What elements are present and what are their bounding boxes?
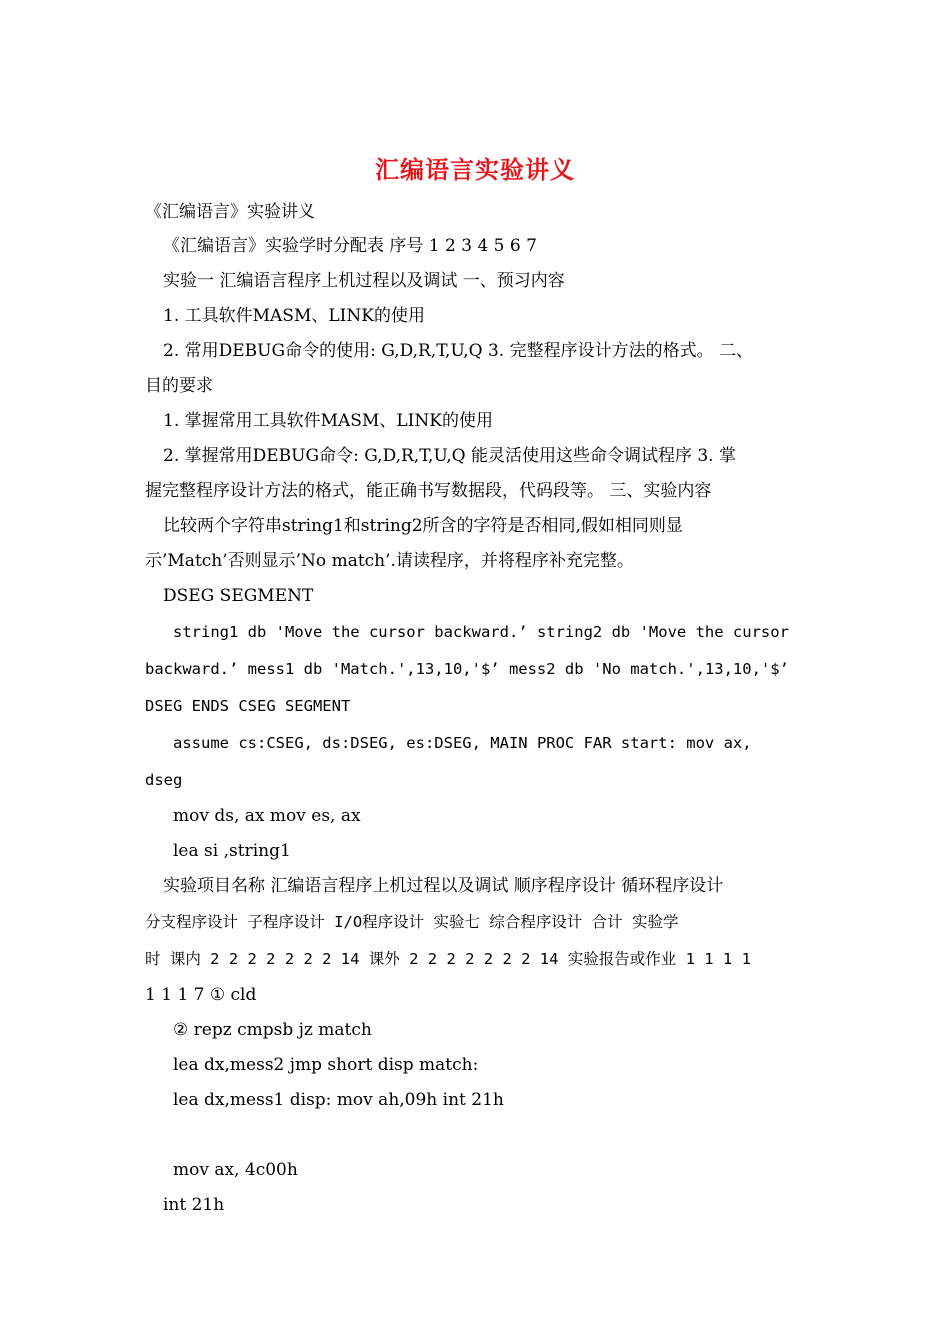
code-line: mov ds, ax mov es, ax bbox=[173, 806, 361, 826]
text-line: 实验一 汇编语言程序上机过程以及调试 一、预习内容 bbox=[163, 271, 565, 291]
text-line: 2. 常用DEBUG命令的使用: G,D,R,T,U,Q 3. 完整程序设计方法的格式。 二、 bbox=[163, 341, 753, 361]
code-line: backward.’ mess1 db 'Match.',13,10,'$’ mess2 db 'No match.',13,10,'$’ bbox=[145, 660, 789, 678]
code-line: int 21h bbox=[163, 1195, 225, 1215]
text-line: 1 1 1 7 ① cld bbox=[145, 985, 257, 1005]
code-line: lea dx,mess1 disp: mov ah,09h int 21h bbox=[173, 1090, 504, 1110]
text-line: 《汇编语言》实验学时分配表 序号 1 2 3 4 5 6 7 bbox=[163, 236, 537, 256]
text-line: 比较两个字符串string1和string2所含的字符是否相同,假如相同则显 bbox=[163, 516, 683, 536]
document-body bbox=[145, 195, 810, 1223]
code-line: string1 db 'Move the cursor backward.’ string2 db 'Move the cursor bbox=[173, 623, 789, 641]
text-line: 2. 掌握常用DEBUG命令: G,D,R,T,U,Q 能灵活使用这些命令调试程序 3. 掌 bbox=[163, 446, 736, 466]
code-line: assume cs:CSEG, ds:DSEG, es:DSEG, MAIN PROC FAR start: mov ax, bbox=[173, 734, 752, 752]
text-line: 1. 工具软件MASM、LINK的使用 bbox=[163, 306, 425, 326]
text-line: 握完整程序设计方法的格式，能正确书写数据段，代码段等。 三、实验内容 bbox=[145, 481, 712, 501]
code-line: lea dx,mess2 jmp short disp match: bbox=[173, 1055, 479, 1075]
document-title: 汇编语言实验讲义 bbox=[375, 155, 575, 184]
code-line: lea si ,string1 bbox=[173, 841, 291, 861]
blank-line bbox=[145, 1118, 810, 1153]
text-line: 1. 掌握常用工具软件MASM、LINK的使用 bbox=[163, 411, 493, 431]
text-line: 时 课内 2 2 2 2 2 2 2 14 课外 2 2 2 2 2 2 2 14 实验报告或作业 1 1 1 1 bbox=[145, 950, 751, 968]
code-line: mov ax, 4c00h bbox=[173, 1160, 298, 1180]
code-line: DSEG SEGMENT bbox=[163, 586, 314, 606]
code-line: dseg bbox=[145, 771, 183, 789]
text-line: 《汇编语言》实验讲义 bbox=[145, 202, 315, 222]
code-line: DSEG ENDS CSEG SEGMENT bbox=[145, 697, 351, 715]
code-line: ② repz cmpsb jz match bbox=[173, 1020, 372, 1040]
text-line: 示’Match’否则显示’No match’.请读程序，并将程序补充完整。 bbox=[145, 551, 634, 571]
text-line: 目的要求 bbox=[145, 376, 213, 396]
text-line: 分支程序设计 子程序设计 I/O程序设计 实验七 综合程序设计 合计 实验学 bbox=[145, 913, 679, 931]
text-line: 实验项目名称 汇编语言程序上机过程以及调试 顺序程序设计 循环程序设计 bbox=[163, 876, 724, 896]
